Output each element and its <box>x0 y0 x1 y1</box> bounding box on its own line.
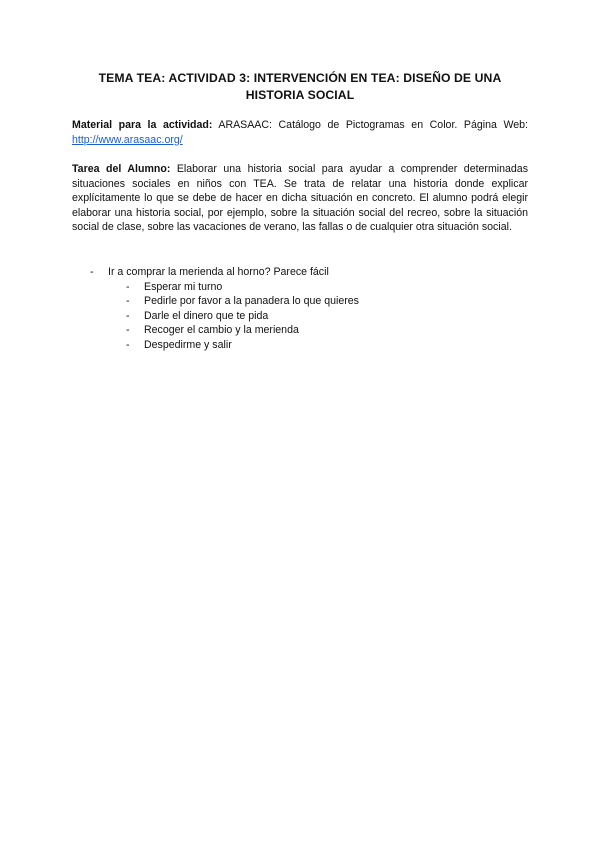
sub-list-item <box>72 338 528 353</box>
list-dash: - <box>90 266 94 278</box>
sub-list-item-text: Recoger el cambio y la merienda <box>144 324 299 337</box>
list-item-text: Ir a comprar la merienda al horno? Parece fácil <box>108 266 329 278</box>
list-dash: - <box>126 338 130 351</box>
list-dash: - <box>126 324 130 337</box>
title-line-1: TEMA TEA: ACTIVIDAD 3: INTERVENCIÓN EN TEA: DISEÑO DE UNA <box>98 71 502 85</box>
sub-list-item <box>72 280 528 295</box>
arasaac-link[interactable]: http://www.arasaac.org/ <box>72 133 183 146</box>
list-dash: - <box>126 309 130 322</box>
tarea-text: Elaborar una historia social para ayudar a comprender determinadas situaciones sociales en niños con TEA. Se trata de relatar una historia donde explicar explícitamente lo que se debe de hacer en dicha situación en concreto. El alumno podrá elegir elaborar una historia social, por ejemplo, sobre la situación social del recreo, sobre la situación social de clase, sobre las vacaciones de verano, las fallas o de cualquier otra situación social. <box>72 163 528 234</box>
sub-list-item-text: Esperar mi turno <box>144 280 223 293</box>
sub-list-item <box>72 294 528 309</box>
list-dash: - <box>126 280 130 293</box>
title-line-2: HISTORIA SOCIAL <box>245 88 355 102</box>
sub-list-item-text: Despedirme y salir <box>144 338 232 351</box>
tarea-paragraph <box>72 162 528 235</box>
sub-list-item-text: Pedirle por favor a la panadera lo que quieres <box>144 295 359 308</box>
activity-list <box>72 265 528 353</box>
list-dash: - <box>126 295 130 308</box>
material-paragraph <box>72 118 528 147</box>
sub-list-item <box>72 309 528 324</box>
sub-list-item <box>72 323 528 338</box>
document-title <box>72 70 528 104</box>
material-text: ARASAAC: Catálogo de Pictogramas en Color. Página Web: <box>212 119 528 131</box>
material-label: Material para la actividad: <box>72 119 213 131</box>
tarea-label: Tarea del Alumno: <box>72 163 171 175</box>
sub-list-item-text: Darle el dinero que te pida <box>144 309 269 322</box>
list-item <box>72 265 528 280</box>
